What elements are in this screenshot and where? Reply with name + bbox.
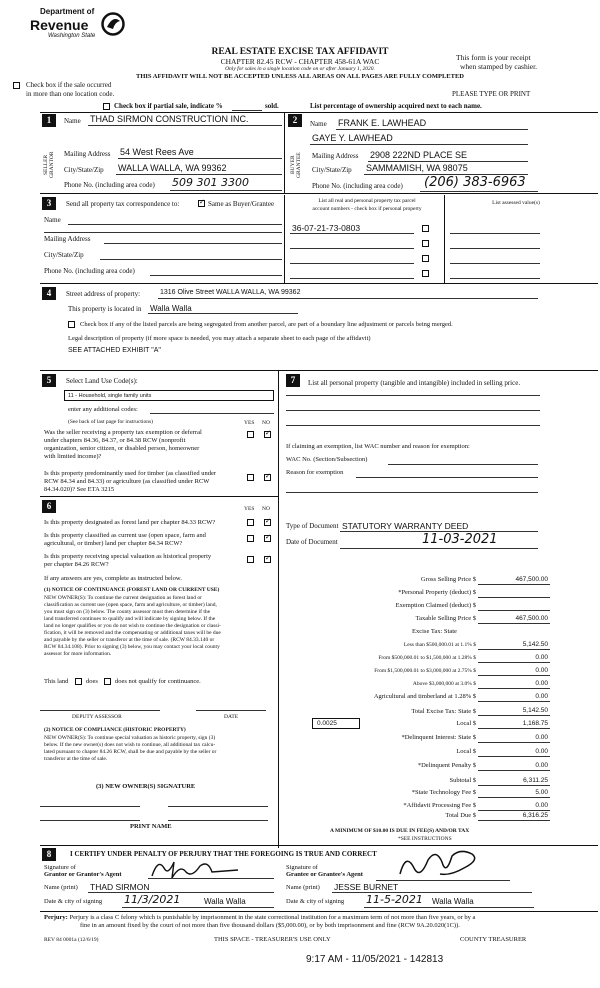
perjury-statement-2: fine in an amount fixed by the court of not more than five thousand dollars ($5,000.00), or by both imprisonment and fine (RCW 9A.20.020(1C)). [80,922,460,929]
section-2-number: 2 [288,114,302,127]
compliance-text-1: NEW OWNER(S): To continue special valuation as historic property, sign (3) [44,735,216,741]
grantee-name-print-label: Name (print) [286,884,320,891]
seller-name-label: Name [64,117,81,125]
timber-question-line-1: Is this property predominantly used for timber (as classified under [44,470,217,477]
type-or-print: PLEASE TYPE OR PRINT [452,90,531,98]
buyer-name-field-2[interactable]: GAYE Y. LAWHEAD [312,133,393,143]
grantee-date-field[interactable]: 11-5-2021 [366,893,423,906]
receipt-note-2: when stamped by cashier. [460,62,538,71]
located-in-field[interactable]: Walla Walla [150,304,192,313]
partial-sale-percent-field[interactable] [232,110,262,111]
seller-phone-label: Phone No. (including area code) [64,181,155,189]
buyer-side-label: BUYER GRANTEE [290,152,302,178]
wac-number-label: WAC No. (Section/Subsection) [286,456,368,463]
tier1-field[interactable]: 5,142.50 [522,641,548,648]
section-7-number: 7 [286,374,300,387]
compliance-text-4: transferor at the time of sale. [44,756,108,762]
exemption-no-checkbox[interactable] [264,431,271,438]
personal-property-field-2[interactable] [286,410,540,411]
personal-property-field-3[interactable] [286,425,540,426]
does-not-qualify-label: does not qualify for continuance. [115,678,201,685]
buyer-city-field[interactable]: SAMMAMISH, WA 98075 [366,163,468,173]
multi-location-label-1: Check box if the sale occurred [26,81,112,89]
buyer-address-label: Mailing Address [312,152,359,160]
partial-sale-checkbox[interactable] [103,103,110,110]
timber-question-line-2: RCW 84.34 and 84.33) or agriculture (as classified under RCW [44,478,210,485]
street-address-field[interactable]: 1316 Olive Street WALLA WALLA, WA 99362 [160,289,301,296]
personal-property-field-1[interactable] [286,395,540,396]
personal-property-label: List all personal property (tangible and intangible) included in selling price. [308,379,521,387]
ownership-note: List percentage of ownership acquired next to each name. [310,102,482,110]
exemption-claim-label: If claiming an exemption, list WAC number and reason for exemption: [286,443,470,450]
local-rate-box[interactable] [312,718,360,729]
sec3-city-label: City/State/Zip [44,251,84,259]
current-use-no-checkbox[interactable] [264,535,271,542]
penalty-field[interactable]: 0.00 [535,762,548,769]
new-owner-print-field-2[interactable] [168,820,268,821]
see-back-note: (See back of last page for instructions) [68,419,153,425]
grantee-date-city-label: Date & city of signing [286,898,345,905]
land-use-select[interactable] [64,390,274,401]
print-name-label: PRINT NAME [130,823,172,830]
grantor-signature-label-1: Signature of [44,864,76,871]
sec3-name-label: Name [44,216,61,224]
subtotal-field[interactable]: 6,311.25 [523,777,548,784]
taxable-price-field[interactable]: 467,500.00 [515,615,548,622]
if-yes-note: If any answers are yes, complete as instructed below. [44,575,182,582]
parcel-number-field-1[interactable]: 36-07-21-73-0803 [292,223,361,233]
total-due-field[interactable]: 6,316.25 [522,812,548,819]
taxable-price-label: Taxable Selling Price $ [415,615,476,622]
section-5-number: 5 [42,374,56,387]
treasurer-use-only: THIS SPACE - TREASURER'S USE ONLY [214,936,331,943]
seller-name-field[interactable]: THAD SIRMON CONSTRUCTION INC. [90,114,249,124]
exemption-question-line-3: organization, senior citizen, or disabled person, homeowner [44,445,200,452]
compliance-title: (2) NOTICE OF COMPLIANCE (HISTORIC PROPERTY) [44,727,186,733]
continuance-text-8: RCW 84.34.108). Prior to signing (3) below, you may contact your local county [44,644,220,650]
see-instructions-note: *SEE INSTRUCTIONS [398,836,452,842]
county-treasurer: COUNTY TREASURER [460,936,527,943]
sec5-yes-label: YES [244,420,255,426]
deputy-date-label: DATE [224,714,239,720]
grantor-name-print-label: Name (print) [44,884,78,891]
form-warning: THIS AFFIDAVIT WILL NOT BE ACCEPTED UNLESS ALL AREAS ON ALL PAGES ARE FULLY COMPLETED [136,73,464,80]
compliance-text-2: below. If the new owner(s) does not wish to continue, all additional tax calcu- [44,742,216,748]
multi-location-label-2: in more than one location code. [26,90,115,98]
tier3-label: From $1,500,000.01 to $3,000,000 at 2.75% $ [374,668,476,674]
buyer-phone-field[interactable]: (206) 383-6963 [424,175,526,190]
exemption-reason-field[interactable] [356,477,538,478]
subtotal-label: Subtotal $ [449,777,476,784]
gross-price-field[interactable]: 467,500.00 [515,576,548,583]
form-title: REAL ESTATE EXCISE TAX AFFIDAVIT [211,47,389,57]
penalty-label: *Delinquent Penalty $ [417,762,476,769]
wac-number-field[interactable] [388,464,538,465]
exemption-deduct-label: Exemption Claimed (deduct) $ [395,602,476,609]
buyer-name-label: Name [310,120,327,128]
perjury-statement-1: Perjury: Perjury is a class C felony which is punishable by imprisonment in the state correctional institution for a maximum term of not more than five years, or by a [44,914,476,921]
partial-sale-label: Check box if partial sale, indicate % [114,102,223,110]
send-correspondence-label: Send all property tax correspondence to: [66,200,180,208]
continuance-text-3: you must sign on (3) below. The county assessor must then determine if the [44,609,211,615]
continuance-text-4: land transferred continues to qualify and will indicate by signing below. If the [44,616,216,622]
grantor-date-field[interactable]: 11/3/2021 [124,893,181,906]
sold-label: sold. [265,102,279,110]
grantor-name-field[interactable]: THAD SIRMON [90,882,150,892]
parcel-number-field-2[interactable] [290,248,414,249]
new-owner-signature-field-1[interactable] [40,806,140,807]
form-subtitle: CHAPTER 82.45 RCW - CHAPTER 458-61A WAC [220,57,380,66]
seller-address-label: Mailing Address [64,150,111,158]
timber-no-checkbox[interactable] [264,474,271,481]
continuance-text-5: land no longer qualifies or you do not wish to continue the designation or classi- [44,623,221,629]
does-not-qualify-checkbox[interactable] [104,678,111,685]
buyer-phone-label: Phone No. (including area code) [312,182,403,190]
tier2-label: From $500,000.01 to $1,500,000 at 1.28% $ [378,655,476,661]
assessed-value-field-3[interactable] [450,263,540,264]
sec3-city-field[interactable] [100,259,282,260]
processing-fee-field[interactable]: 0.00 [535,802,548,809]
parcel-number-field-3[interactable] [290,263,414,264]
seller-phone-field[interactable]: 509 301 3300 [172,176,249,189]
grantee-signature[interactable] [380,846,500,884]
current-use-question-line-2: agricultural, or timber) land per chapter 84.34 RCW? [44,540,183,547]
sec6-no-label: NO [262,506,270,512]
receipt-note-1: This form is your receipt [456,53,531,62]
seller-side-label: SELLER GRANTOR [43,151,55,179]
tech-fee-field[interactable]: 5.00 [535,789,548,796]
assessed-value-field-1[interactable] [450,233,540,234]
tier4-label: Above $3,000,000 at 3.0% $ [412,681,476,687]
grantor-signature-label-2: Grantor or Grantor's Agent [44,871,122,878]
sec3-address-label: Mailing Address [44,235,91,243]
forest-land-question: Is this property designated as forest land per chapter 84.33 RCW? [44,519,216,526]
grantor-date-city-label: Date & city of signing [44,898,103,905]
minimum-due-note: A MINIMUM OF $10.00 IS DUE IN FEE(S) AND/OR TAX [330,828,470,834]
timber-question-line-3: 84.34.020)? See ETA 3215 [44,486,115,493]
buyer-name-field-1[interactable]: FRANK E. LAWHEAD [338,118,427,128]
tier1-label: Less than $500,000.01 at 1.1% $ [403,642,476,648]
tech-fee-label: *State Technology Fee $ [411,789,476,796]
interest-local-field[interactable]: 0.00 [535,748,548,755]
deputy-date-field[interactable] [196,710,266,711]
exemption-reason-label: Reason for exemption [286,469,344,476]
personal-property-checkbox-2[interactable] [422,240,429,247]
exemption-question-line-4: with limited income)? [44,453,102,460]
local-rate-value: 0.0025 [317,720,337,727]
sec3-phone-field[interactable] [150,275,282,276]
parcel-number-field-4[interactable] [290,278,414,279]
form-subtitle-2: Only for sales in a single location code on or after January 1, 2020. [225,66,375,72]
legal-description-field[interactable]: SEE ATTACHED EXHIBIT "A" [68,347,161,354]
compliance-text-3: lated pursuant to chapter 84.26 RCW, shall be due and payable by the seller or [44,749,217,755]
exemption-question-line-1: Was the seller receiving a property tax exemption or deferral [44,429,202,436]
continuance-text-2: classification as current use (open space, farm and agriculture, or timber) land, [44,602,217,608]
current-use-yes-checkbox[interactable] [247,535,254,542]
located-in-label: This property is located in [68,305,142,313]
deputy-assessor-signature[interactable] [40,710,160,711]
same-as-buyer-label: Same as Buyer/Grantee [208,200,275,208]
buyer-address-field[interactable]: 2908 222ND PLACE SE [370,150,468,160]
new-owner-print-field-1[interactable] [40,820,140,821]
excise-state-header: Excise Tax: State [412,628,457,635]
assessed-value-field-2[interactable] [450,248,540,249]
section-1-number: 1 [42,114,56,127]
same-as-buyer-checkbox[interactable] [198,200,205,207]
interest-state-field[interactable]: 0.00 [535,734,548,741]
wa-logo-icon [101,12,125,36]
revision-code: REV 84 0001a (12/6/19) [44,937,99,943]
deputy-assessor-label: DEPUTY ASSESSOR [72,714,122,720]
new-owner-signature-field-2[interactable] [168,806,268,807]
gross-price-label: Gross Selling Price $ [420,576,476,583]
continuance-title: (1) NOTICE OF CONTINUANCE (FOREST LAND OR CURRENT USE) [44,587,220,593]
exemption-yes-checkbox[interactable] [247,431,254,438]
assessed-value-field-4[interactable] [450,278,540,279]
continuance-text-7: and payable by the seller or transferor at the time of sale. (RCW 84.33.140 or [44,637,215,643]
grantor-city-field[interactable]: Walla Walla [204,897,246,906]
parcel-header-2: account numbers - check box if personal property [312,206,422,212]
dept-line1: Department of [40,7,95,16]
continuance-text-6: fication, it will be removed and the compensating or additional taxes will be due [44,630,221,636]
street-address-label: Street address of property: [66,290,141,298]
land-use-label: Select Land Use Code(s): [66,377,138,385]
interest-state-label: *Delinquent Interest: State $ [401,734,476,741]
seller-city-label: City/State/Zip [64,166,104,174]
grantee-city-field[interactable]: Walla Walla [432,897,474,906]
section-8-number: 8 [42,848,56,861]
continuance-text-1: NEW OWNER(S): To continue the current designation as forest land or [44,595,202,601]
total-due-label: Total Due $ [445,812,476,819]
does-qualify-checkbox[interactable] [75,678,82,685]
grantee-signature-label-2: Grantee or Grantee's Agent [286,871,363,878]
tier3-field[interactable]: 0.00 [535,667,548,674]
land-use-value: 11 - Household, single family units [68,393,152,399]
section-3-number: 3 [42,197,56,210]
personal-property-checkbox-1[interactable] [422,225,429,232]
tier4-field[interactable]: 0.00 [535,680,548,687]
agricultural-label: Agricultural and timberland at 1.28% $ [373,693,476,700]
grantee-name-field[interactable]: JESSE BURNET [334,882,399,892]
recording-stamp: 9:17 AM - 11/05/2021 - 142813 [306,954,444,965]
exemption-question-line-2: under chapters 84.36, 84.37, or 84.38 RCW (nonprofit [44,437,186,444]
section-4-number: 4 [42,287,56,300]
multi-location-checkbox[interactable] [13,82,20,89]
grantee-signature-label-1: Signature of [286,864,318,871]
personal-deduct-field[interactable] [478,597,550,598]
sec3-phone-label: Phone No. (including area code) [44,267,135,275]
local-tax-field[interactable]: 1,168.75 [522,720,548,727]
current-use-question-line-1: Is this property classified as current use (open space, farm and [44,532,206,539]
additional-codes-label: enter any additional codes: [68,406,138,413]
personal-property-checkbox-3[interactable] [422,255,429,262]
dept-line3: Washington State [48,33,96,39]
buyer-city-label: City/State/Zip [312,166,352,174]
new-owner-signature-title: (3) NEW OWNER(S) SIGNATURE [96,783,196,790]
sec3-address-field[interactable] [104,243,282,244]
forest-yes-checkbox[interactable] [247,519,254,526]
personal-deduct-label: *Personal Property (deduct) $ [398,589,476,596]
historic-question-line-2: per chapter 84.26 RCW? [44,561,109,568]
historic-yes-checkbox[interactable] [247,556,254,563]
segregated-parcel-checkbox[interactable] [68,321,75,328]
agricultural-field[interactable]: 0.00 [535,693,548,700]
section-6-number: 6 [42,500,56,513]
total-state-label: Total Excise Tax: State $ [411,708,476,715]
timber-yes-checkbox[interactable] [247,474,254,481]
sec3-name-field[interactable] [68,224,282,225]
exemption-deduct-field[interactable] [478,610,550,611]
interest-local-label: Local $ [456,748,476,755]
dept-line2: Revenue [30,17,89,33]
personal-property-checkbox-4[interactable] [422,270,429,277]
segregated-parcel-label: Check box if any of the listed parcels are being segregated from another parcel, are part of a boundary line adjustment or parcels being merged. [80,321,453,328]
tier2-field[interactable]: 0.00 [535,654,548,661]
sec6-yes-label: YES [244,506,255,512]
document-date-field[interactable]: 11-03-2021 [422,532,498,547]
document-type-label: Type of Document [286,522,339,530]
forest-no-checkbox[interactable] [264,519,271,526]
historic-question-line-1: Is this property receiving special valuation as historical property [44,553,212,560]
does-label: does [86,678,98,685]
seller-address-field[interactable]: 54 West Rees Ave [120,147,194,157]
this-land-label: This land [44,678,69,685]
document-type-field[interactable]: STATUTORY WARRANTY DEED [342,521,469,531]
parcel-header-1: List all real and personal property tax parcel [318,198,416,204]
additional-codes-field[interactable] [150,413,274,414]
document-date-label: Date of Document [286,538,338,546]
sec5-no-label: NO [262,420,270,426]
certify-statement: I CERTIFY UNDER PENALTY OF PERJURY THAT THE FOREGOING IS TRUE AND CORRECT [70,850,377,858]
historic-no-checkbox[interactable] [264,556,271,563]
assessed-value-header: List assessed value(s) [492,200,540,206]
continuance-text-9: assessor for more information. [44,651,112,657]
total-state-field[interactable]: 5,142.50 [522,707,548,714]
processing-fee-label: *Affidavit Processing Fee $ [403,802,476,809]
local-tax-label: Local $ [456,720,476,727]
legal-description-label: Legal description of property (if more space is needed, you may attach a separate sheet to each page of the affidavit) [68,335,371,342]
seller-city-field[interactable]: WALLA WALLA, WA 99362 [118,163,227,173]
